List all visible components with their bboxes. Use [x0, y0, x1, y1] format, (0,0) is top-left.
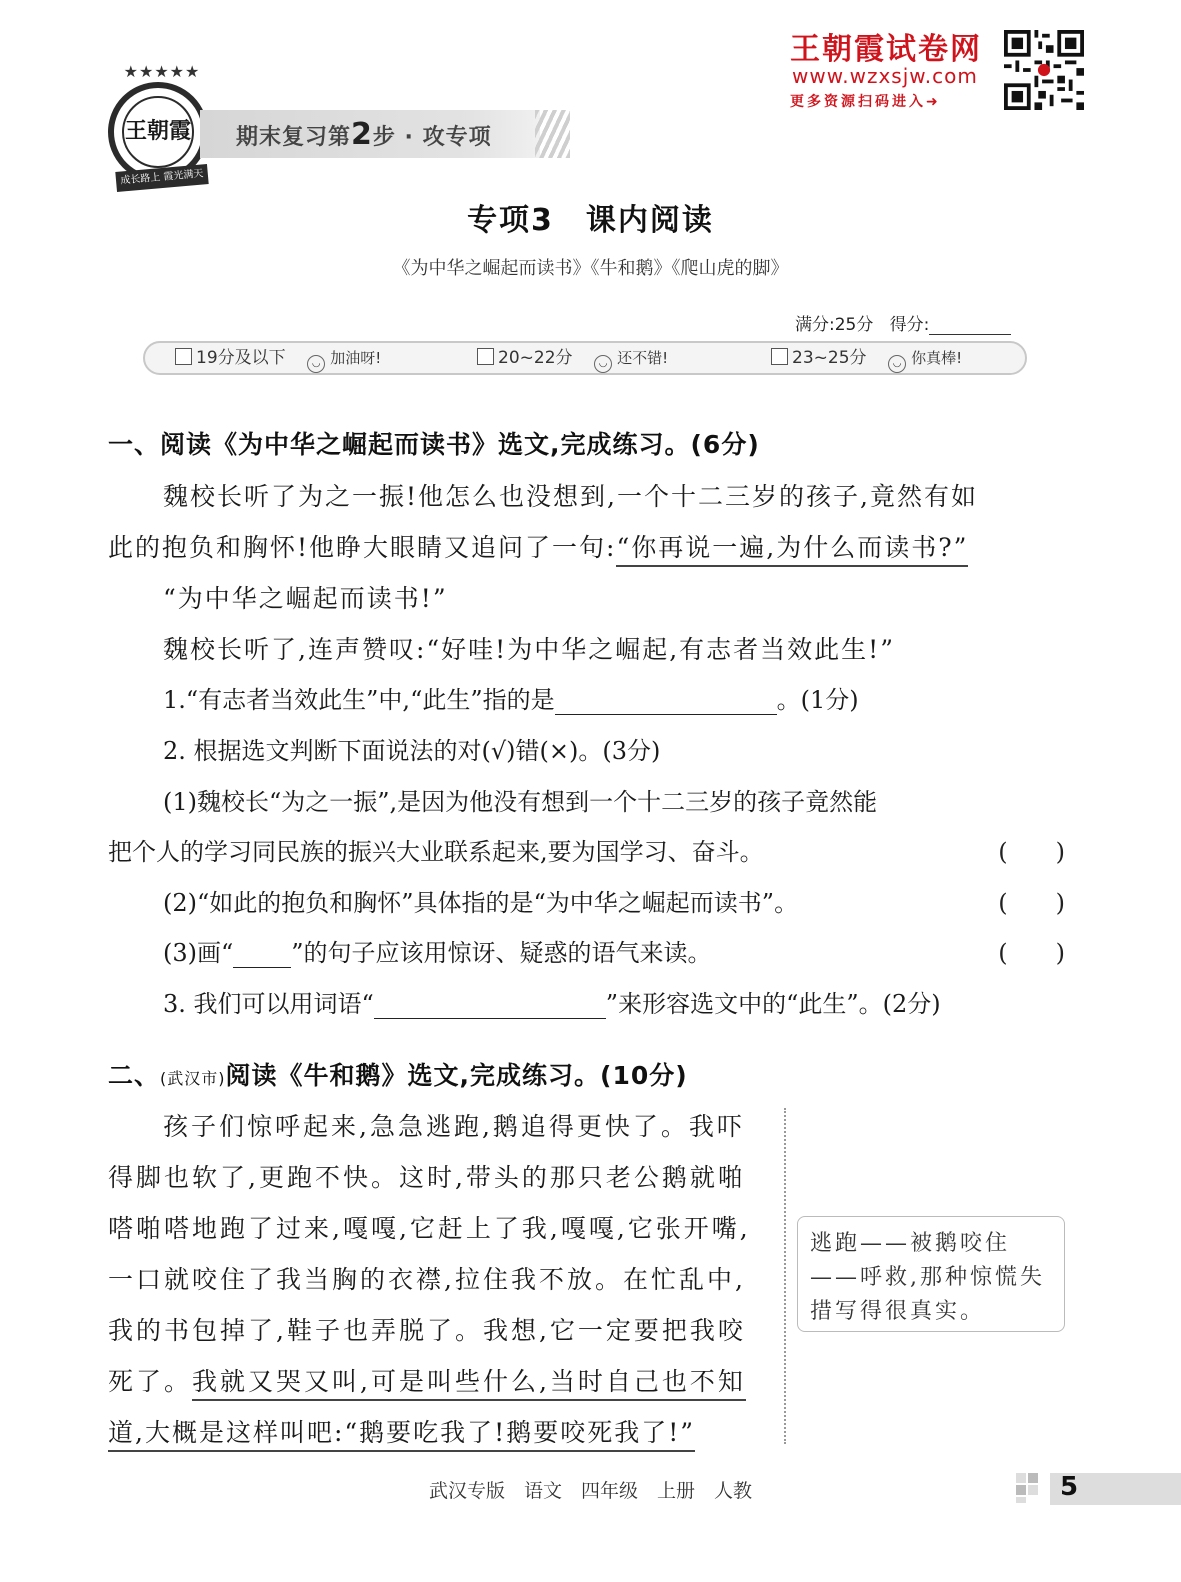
section2-passage-line: 死了。我就又哭又叫,可是叫些什么,当时自己也不知	[108, 1362, 1068, 1398]
section2-passage-line: 孩子们惊呼起来,急急逃跑,鹅追得更快了。我吓	[163, 1112, 745, 1141]
page-subtitle: 《为中华之崛起而读书》《牛和鹅》《爬山虎的脚》	[392, 258, 789, 279]
section2-passage-line: 一口就咬住了我当胸的衣襟,拉住我不放。在忙乱中,	[108, 1265, 746, 1294]
section2-passage-line: 得脚也软了,更跑不快。这时,带头的那只老公鹅就啪	[108, 1163, 746, 1192]
underlined-sentence: 道,大概是这样叫吧:“鹅要吃我了!鹅要咬死我了!”	[108, 1418, 695, 1452]
question-2-2: (2)“如此的抱负和胸怀”具体指的是“为中华之崛起而读书”。	[163, 889, 799, 917]
grade-bar	[143, 341, 1027, 375]
section2-passage-line: 我的书包掉了,鞋子也弄脱了。我想,它一定要把我咬	[108, 1316, 746, 1345]
question-2-1-line: (1)魏校长“为之一振”,是因为他没有想到一个十二三岁的孩子竟然能	[163, 788, 878, 816]
section2-heading: 二、(武汉市)阅读《牛和鹅》选文,完成练习。(10分)	[108, 1061, 688, 1090]
page-number: 5	[1060, 1472, 1079, 1502]
brand-scan-hint: 更多资源扫码进入➜	[790, 94, 941, 110]
underline-sample	[233, 945, 291, 968]
face-icon: ◡	[888, 355, 906, 373]
section2-passage-line: 嗒啪嗒地跑了过来,嘎嘎,它赶上了我,嘎嘎,它张开嘴,	[108, 1214, 751, 1243]
grade-option-high[interactable]: 23~25分 ◡ 你真棒!	[771, 347, 962, 369]
step-banner-stripes	[535, 110, 570, 158]
grade-option-low[interactable]: 19分及以下 ◡ 加油呀!	[175, 347, 381, 369]
section1-passage-line: 魏校长听了为之一振!他怎么也没想到,一个十二三岁的孩子,竟然有如	[163, 482, 978, 511]
brand-name: 王朝霞试卷网	[790, 32, 982, 67]
brand-url[interactable]: www.wzxsjw.com	[792, 64, 978, 88]
step-title: 期末复习第2步 · 攻专项	[236, 117, 492, 152]
underlined-sentence: 我就又哭又叫,可是叫些什么,当时自己也不知	[192, 1367, 746, 1401]
judge-parentheses[interactable]: ( )	[998, 939, 1065, 967]
score-blank[interactable]	[929, 318, 1011, 335]
answer-blank[interactable]	[555, 692, 777, 715]
qr-code-icon[interactable]	[1004, 30, 1084, 110]
logo-stars: ★★★★★	[123, 62, 201, 81]
region-tag: (武汉市)	[160, 1069, 226, 1088]
question-3: 3. 我们可以用词语“ ”来形容选文中的“此生”。(2分)	[163, 990, 941, 1018]
score-line	[795, 310, 1011, 335]
full-score-label: 满分:25分	[795, 315, 874, 335]
question-1: 1.“有志者当效此生”中,“此生”指的是 。(1分)	[163, 686, 859, 714]
footer-edition: 武汉专版 语文 四年级 上册 人教	[428, 1480, 752, 1502]
underlined-sentence: “你再说一遍,为什么而读书?”	[616, 533, 968, 567]
footer-squares-icon	[1016, 1473, 1040, 1503]
face-icon: ◡	[594, 355, 612, 373]
face-icon: ◡	[307, 355, 325, 373]
margin-note: 逃跑——被鹅咬住——呼救,那种惊慌失措写得很真实。	[797, 1216, 1065, 1332]
grade-option-mid[interactable]: 20~22分 ◡ 还不错!	[477, 347, 668, 369]
section1-passage-line: 此的抱负和胸怀!他睁大眼睛又追问了一句:“你再说一遍,为什么而读书?”	[108, 528, 1068, 564]
page-title: 专项3 课内阅读	[467, 203, 714, 238]
logo-ribbon: 成长路上 霞光满天	[115, 164, 208, 192]
margin-divider	[784, 1108, 786, 1444]
question-2-3: (3)画“ ”的句子应该用惊讶、疑惑的语气来读。	[163, 939, 712, 967]
logo-text: 王朝霞	[124, 118, 191, 144]
judge-parentheses[interactable]: ( )	[998, 838, 1065, 866]
checkbox-icon[interactable]	[175, 348, 192, 365]
judge-parentheses[interactable]: ( )	[998, 889, 1065, 917]
answer-blank[interactable]	[374, 996, 606, 1019]
section2-passage-line	[108, 1413, 1068, 1449]
section1-heading: 一、阅读《为中华之崛起而读书》选文,完成练习。(6分)	[108, 430, 760, 459]
got-score-label: 得分:	[889, 315, 930, 335]
checkbox-icon[interactable]	[771, 348, 788, 365]
question-2: 2. 根据选文判断下面说法的对(√)错(×)。(3分)	[163, 737, 661, 765]
section1-passage-line: “为中华之崛起而读书!”	[163, 584, 448, 613]
question-2-1-line: 把个人的学习同民族的振兴大业联系起来,要为国学习、奋斗。	[108, 838, 764, 866]
checkbox-icon[interactable]	[477, 348, 494, 365]
section1-passage-line: 魏校长听了,连声赞叹:“好哇!为中华之崛起,有志者当效此生!”	[163, 635, 895, 664]
